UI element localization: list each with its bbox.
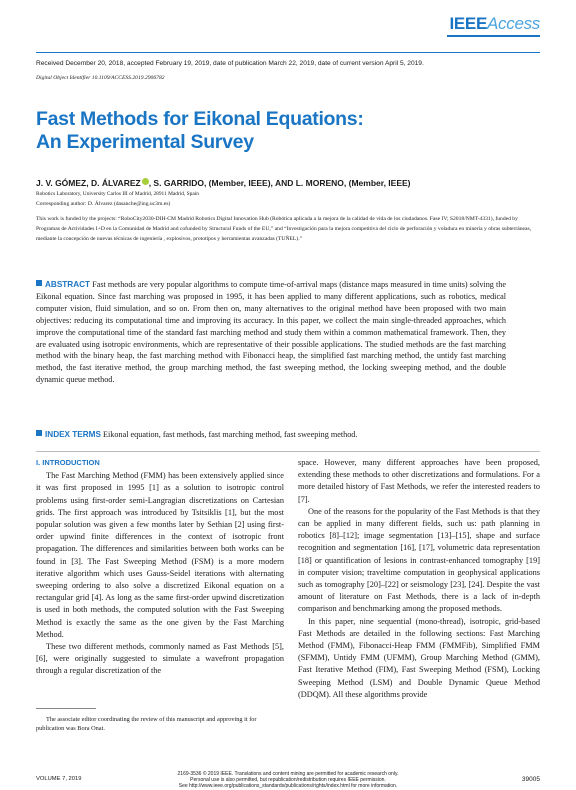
section-heading-introduction: I. INTRODUCTION bbox=[36, 458, 100, 467]
abstract-square-icon bbox=[36, 280, 42, 286]
title-line-2: An Experimental Survey bbox=[36, 131, 254, 153]
doi-line: Digital Object Identifier 10.1109/ACCESS.2019.2906782 bbox=[36, 75, 165, 81]
intro-paragraph-2: These two different methods, commonly named as Fast Methods [5], [6], were originally suggested to simulate a wavefront propagation through a regular discretization of the bbox=[36, 642, 284, 676]
abstract-label: ABSTRACT bbox=[45, 280, 91, 289]
title-line-1: Fast Methods for Eikonal Equations: bbox=[36, 108, 364, 130]
volume-label: VOLUME 7, 2019 bbox=[36, 776, 82, 782]
index-terms-label: INDEX TERMS bbox=[45, 430, 101, 439]
ieee-access-logo bbox=[449, 14, 540, 34]
logo-underline bbox=[447, 35, 540, 37]
intro-paragraph-1: The Fast Marching Method (FMM) has been extensively applied since it was first proposed in 1995 [1] as a solution to isotropic control problems using first-order semi-Langragian discretizations on Cartesian grids. The first approach was introduced by Tsitsiklis [1], but the most popular solution was given a few months later by Sethian [2] using first-order upwind finite differences in the context of isotropic front propagation. The differences and similarities between both works can be found in [3]. The Fast Sweeping Method (FSM) is a more modern iterative algorithm which uses Gauss-Seidel iterations with alternating sweeping ordering to also solve a discretized Eikonal equation on a rectangular grid [4]. As long as the same first-order upwind discretization is used in both methods, the computed solution with the Fast Sweeping Method is exactly the same as the one given by the Fast Marching Method. bbox=[36, 471, 284, 639]
index-terms-text: Eikonal equation, fast methods, fast marching method, fast sweeping method. bbox=[103, 430, 358, 439]
page-number: 39005 bbox=[521, 776, 540, 783]
intro-paragraph-4: One of the reasons for the popularity of the Fast Methods is that they can be applied in many different fields, such us: path planning in robotics [8]–[12]; image segmentation [13]–[15], shape and surface recognition and segmentation [16], [17], volumetric data representation [18] or quantification of lesions in contrast-enhanced tomography [19] in computer vision; traveltime computation in geophysical applications such as tomography [20]–[22] or seismology [23], [24]. Despite the vast amount of literature on Fast Methods, there is a lack of in-depth comparison and benchmarking among the proposed methods. bbox=[298, 506, 540, 614]
orcid-icon[interactable] bbox=[142, 178, 149, 185]
index-terms-block bbox=[36, 430, 506, 439]
license-line-1: 2169-3536 © 2019 IEEE. Translations and content mining are permitted for academic research only. bbox=[177, 771, 399, 777]
left-column bbox=[36, 457, 284, 678]
intro-paragraph-5: In this paper, nine sequential (mono-thread), isotropic, grid-based Fast Methods are detailed in the following sections: Fast Marching Method (FMM), Fibonacci-Heap FMM (FMMFib), Simplified FMM (SFMM), Untidy FMM (UFMM), Group Marching Method (GMM), Fast Iterative Method (FIM), Fast Sweeping Method (FSM), Locking Sweeping Method (LSM) and Double Dynamic Queue Method (DDQM). All these algorithms provide bbox=[298, 616, 540, 699]
license-notice bbox=[150, 771, 426, 790]
received-dates: Received December 20, 2018, accepted February 19, 2019, date of publication March 22, 2019, date of current version April 5, 2019. bbox=[36, 60, 424, 67]
funding-statement: This work is funded by the projects: “RoboCity2030-DIH-CM Madrid Robotics Digital Innovation Hub (Robótica aplicada a la mejora de la calidad de vida de los ciudadanos. Fase IV; S2018/NMT-4331), funded by Programas de Actividades I+D en la Comunidad de Madrid and cofunded by Structural Funds of the EU,” and “Investigación para la mejora competitiva del ciclo de perforación y voladura en minería y obras subterráneas, mediante la concepción de nuevas técnicas de ingeniería , explosivos, prototipos y herramientas avanzadas (TUÑEL).” bbox=[36, 216, 532, 242]
paper-title bbox=[36, 108, 456, 154]
header-rule bbox=[36, 52, 540, 53]
authors-part-1: J. V. GÓMEZ, D. ÁLVAREZ bbox=[36, 178, 141, 188]
license-line-2: Personal use is also permitted, but republication/redistribution requires IEEE permission. bbox=[190, 777, 386, 784]
intro-paragraph-3: space. However, many different approaches have been proposed, extending these methods to other discretizations and formulations. For a more detailed history of Fast Methods, we refer the interested readers to [7]. bbox=[298, 458, 540, 504]
editor-note: The associate editor coordinating the review of this manuscript and approving it for publication was Bora Onat. bbox=[36, 716, 257, 732]
logo-access-text: Access bbox=[487, 14, 540, 33]
authors-part-2: , S. GARRIDO, (Member, IEEE), AND L. MORENO, (Member, IEEE) bbox=[148, 178, 411, 188]
license-line-3[interactable]: See http://www.ieee.org/publications_standards/publications/rights/index.html for more information. bbox=[178, 783, 398, 790]
corresponding-author: Corresponding author: D. Álvarez (dasanche@ing.uc3m.es) bbox=[36, 201, 171, 207]
author-list bbox=[36, 178, 411, 188]
abstract-text: Fast methods are very popular algorithms to compute time-of-arrival maps (distance maps measured in time units) solving the Eikonal equation. Since fast marching was proposed in 1995, it has been applied to many different applications, such as robotics, medical computer vision, fluid simulation, and so on. From then on, many alternatives to the original method have been proposed with two main objectives: reducing its computational time and improving its accuracy. In this paper, we collect the main single-threaded approaches, which improve the computational time of the standard fast marching method and study them within a common mathematical framework. Then, they are evaluated using isotropic environments, which are representative of their possible applications. The studied methods are the fast marching method with the binary heap, the fast marching method with Fibonacci heap, the simplified fast marching method, the untidy fast marching method, the fast iterative method, the group marching method, the fast sweeping method, the locking sweeping method, and the double dynamic queue method. bbox=[36, 280, 507, 385]
section-divider bbox=[36, 451, 540, 452]
footnote-rule bbox=[36, 708, 96, 709]
index-terms-square-icon bbox=[36, 430, 42, 436]
right-column bbox=[298, 457, 540, 701]
abstract-block bbox=[36, 279, 506, 386]
affiliation: Robotics Laboratory, University Carlos III of Madrid, 28911 Madrid, Spain bbox=[36, 191, 199, 197]
logo-ieee-text: IEEE bbox=[449, 14, 487, 33]
